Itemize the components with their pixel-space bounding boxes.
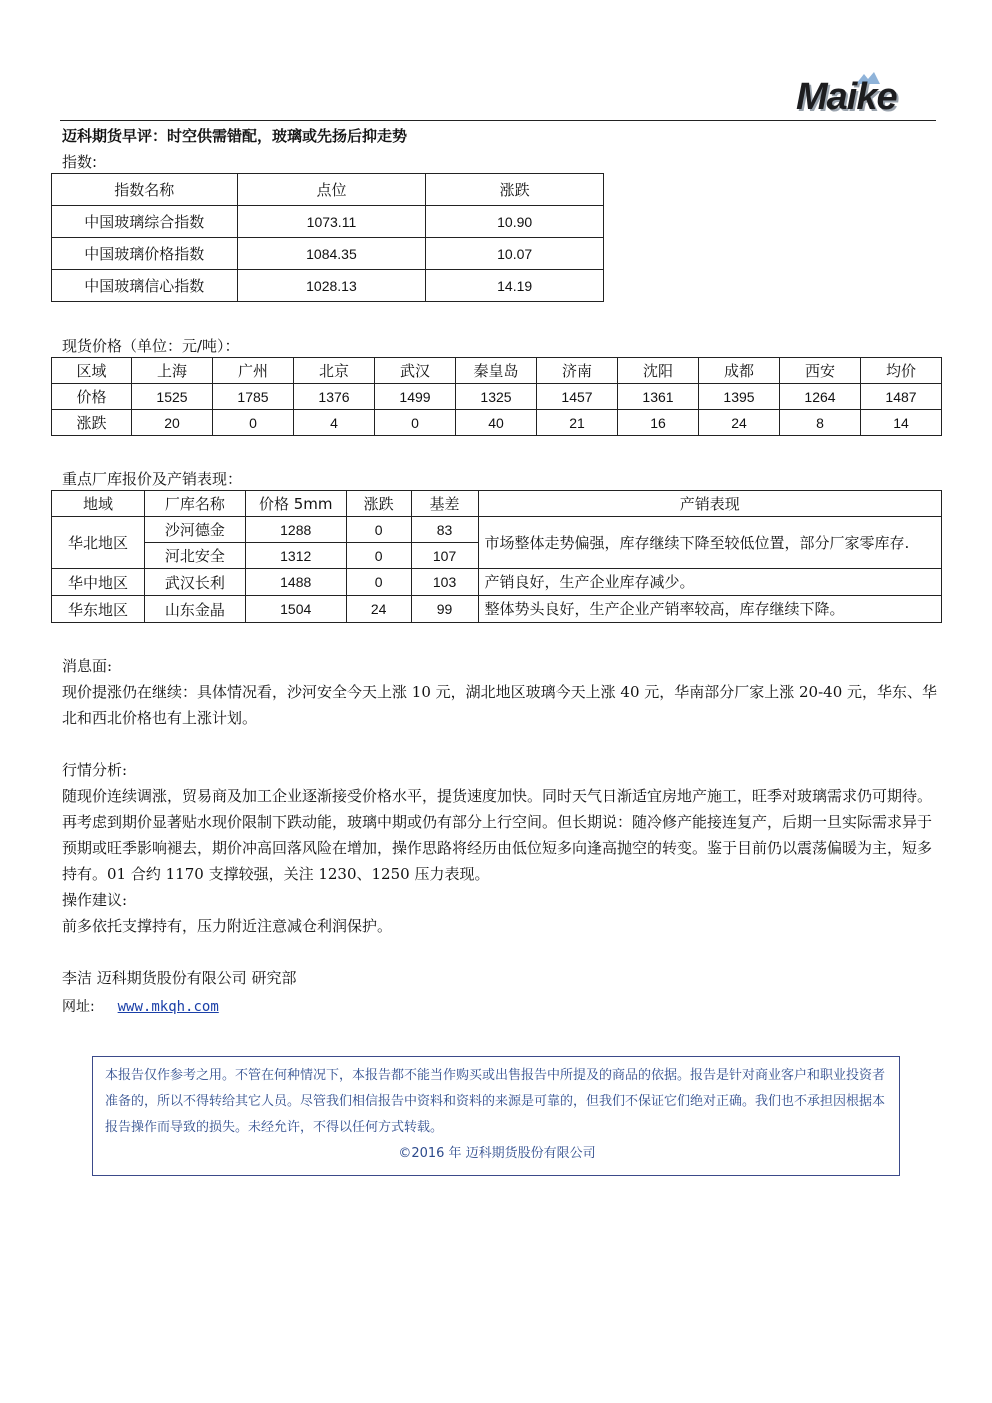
table-cell: 0 bbox=[213, 410, 294, 436]
table-cell: 武汉长利 bbox=[144, 569, 245, 596]
table-cell: 中国玻璃信心指数 bbox=[52, 270, 238, 302]
table-header-cell: 价格 5mm bbox=[245, 491, 346, 517]
table-cell: 上海 bbox=[132, 358, 213, 384]
analysis-text: 随现价连续调涨，贸易商及加工企业逐渐接受价格水平，提货速度加快。同时天气日渐适宜房地产施工，旺季对玻璃需求仍可期待。再考虑到期价显著贴水现价限制下跌动能，玻璃中期或仍有部分上行空间。但长期说：随冷修产能接连复产，后期一旦实际需求异于预期或旺季影响褪去，期价冲高回落风险在增加，操作思路将经历由低位短多向逢高抛空的转变。鉴于目前仍以震荡偏暖为主，短多持有。01 合约 1170 支撑较强，关注 1230、1250 压力表现。 bbox=[62, 787, 933, 883]
row-label-cell: 涨跌 bbox=[52, 410, 132, 436]
table-cell: 0 bbox=[346, 517, 411, 543]
table-header-cell: 涨跌 bbox=[426, 174, 604, 206]
table-cell: 沙河德金 bbox=[144, 517, 245, 543]
table-cell: 1264 bbox=[780, 384, 861, 410]
analysis-label: 行情分析: bbox=[62, 761, 128, 779]
disclaimer-box bbox=[92, 1056, 900, 1176]
table-cell: 中国玻璃综合指数 bbox=[52, 206, 238, 238]
table-header-row bbox=[52, 358, 942, 384]
table-cell: 103 bbox=[411, 569, 478, 596]
table-cell: 99 bbox=[411, 596, 478, 623]
table-row bbox=[52, 569, 942, 596]
table-cell: 4 bbox=[294, 410, 375, 436]
spot-price-table bbox=[51, 357, 942, 436]
factory-section-label: 重点厂库报价及产销表现： bbox=[62, 470, 243, 488]
sales-performance-cell: 市场整体走势偏强，库存继续下降至较低位置，部分厂家零库存. bbox=[478, 517, 941, 569]
table-cell: 1376 bbox=[294, 384, 375, 410]
table-row bbox=[52, 384, 942, 410]
table-header-cell: 涨跌 bbox=[346, 491, 411, 517]
region-cell: 华东地区 bbox=[52, 596, 145, 623]
table-cell: 0 bbox=[375, 410, 456, 436]
author-line: 李洁 迈科期货股份有限公司 研究部 bbox=[62, 969, 297, 987]
table-cell: 24 bbox=[346, 596, 411, 623]
report-title: 迈科期货早评：时空供需错配，玻璃或先扬后抑走势 bbox=[62, 127, 408, 145]
table-cell: 1395 bbox=[699, 384, 780, 410]
table-cell: 武汉 bbox=[375, 358, 456, 384]
table-row bbox=[52, 270, 604, 302]
table-cell: 0 bbox=[346, 543, 411, 569]
table-cell: 1073.11 bbox=[237, 206, 426, 238]
table-cell: 20 bbox=[132, 410, 213, 436]
row-label-cell: 价格 bbox=[52, 384, 132, 410]
table-header-row bbox=[52, 174, 604, 206]
factory-table bbox=[51, 490, 942, 623]
index-table bbox=[51, 173, 604, 302]
table-cell: 14.19 bbox=[426, 270, 604, 302]
table-cell: 济南 bbox=[537, 358, 618, 384]
table-cell: 83 bbox=[411, 517, 478, 543]
table-cell: 中国玻璃价格指数 bbox=[52, 238, 238, 270]
website-label: 网址: bbox=[62, 999, 95, 1015]
index-section-label: 指数: bbox=[62, 153, 98, 171]
news-label: 消息面: bbox=[62, 657, 113, 675]
table-cell: 0 bbox=[346, 569, 411, 596]
table-header-cell: 指数名称 bbox=[52, 174, 238, 206]
table-header-row bbox=[52, 491, 942, 517]
table-cell: 1325 bbox=[456, 384, 537, 410]
table-header-cell: 厂库名称 bbox=[144, 491, 245, 517]
table-cell: 16 bbox=[618, 410, 699, 436]
table-cell: 1525 bbox=[132, 384, 213, 410]
table-cell: 40 bbox=[456, 410, 537, 436]
analysis-section bbox=[62, 757, 938, 939]
table-cell: 1084.35 bbox=[237, 238, 426, 270]
header-divider bbox=[60, 120, 936, 121]
company-logo bbox=[790, 70, 935, 120]
table-row bbox=[52, 206, 604, 238]
disclaimer-text: 本报告仅作参考之用。不管在何种情况下，本报告都不能当作购买或出售报告中所提及的商品的依据。报告是针对商业客户和职业投资者准备的，所以不得转给其它人员。尽管我们相信报告中资料和资料的来源是可靠的，但我们不保证它们绝对正确。我们也不承担因根据本报告操作而导致的损失。未经允许，不得以任何方式转载。 bbox=[105, 1068, 886, 1135]
table-cell: 1504 bbox=[245, 596, 346, 623]
table-header-cell: 基差 bbox=[411, 491, 478, 517]
table-cell: 10.90 bbox=[426, 206, 604, 238]
table-cell: 1028.13 bbox=[237, 270, 426, 302]
table-row bbox=[52, 517, 942, 543]
table-header-cell: 点位 bbox=[237, 174, 426, 206]
table-cell: 1457 bbox=[537, 384, 618, 410]
table-cell: 1361 bbox=[618, 384, 699, 410]
news-section bbox=[62, 653, 938, 731]
table-cell: 秦皇岛 bbox=[456, 358, 537, 384]
news-text: 现价提涨仍在继续：具体情况看，沙河安全今天上涨 10 元，湖北地区玻璃今天上涨 40 元，华南部分厂家上涨 20-40 元，华东、华北和西北价格也有上涨计划。 bbox=[62, 683, 938, 727]
table-cell: 21 bbox=[537, 410, 618, 436]
table-cell: 1499 bbox=[375, 384, 456, 410]
table-cell: 均价 bbox=[861, 358, 942, 384]
table-cell: 107 bbox=[411, 543, 478, 569]
table-header-cell: 地域 bbox=[52, 491, 145, 517]
table-cell: 24 bbox=[699, 410, 780, 436]
sales-performance-cell: 产销良好，生产企业库存减少。 bbox=[478, 569, 941, 596]
table-cell: 8 bbox=[780, 410, 861, 436]
logo-text: Maike bbox=[796, 76, 897, 118]
table-cell: 1488 bbox=[245, 569, 346, 596]
table-cell: 1785 bbox=[213, 384, 294, 410]
table-cell: 河北安全 bbox=[144, 543, 245, 569]
table-cell: 1487 bbox=[861, 384, 942, 410]
region-cell: 华中地区 bbox=[52, 569, 145, 596]
website-line bbox=[62, 996, 219, 1016]
table-cell: 沈阳 bbox=[618, 358, 699, 384]
table-cell: 西安 bbox=[780, 358, 861, 384]
table-row bbox=[52, 596, 942, 623]
table-cell: 14 bbox=[861, 410, 942, 436]
table-row bbox=[52, 410, 942, 436]
advice-label: 操作建议: bbox=[62, 891, 128, 909]
table-cell: 成都 bbox=[699, 358, 780, 384]
sales-performance-cell: 整体势头良好，生产企业产销率较高，库存继续下降。 bbox=[478, 596, 941, 623]
row-label-cell: 区域 bbox=[52, 358, 132, 384]
spot-section-label: 现货价格（单位：元/吨）： bbox=[62, 337, 240, 355]
table-cell: 北京 bbox=[294, 358, 375, 384]
table-cell: 1312 bbox=[245, 543, 346, 569]
website-link[interactable]: www.mkqh.com bbox=[117, 999, 219, 1015]
table-cell: 10.07 bbox=[426, 238, 604, 270]
copyright-line: ©2016 年 迈科期货股份有限公司 bbox=[398, 1146, 596, 1161]
table-cell: 1288 bbox=[245, 517, 346, 543]
table-header-cell: 产销表现 bbox=[478, 491, 941, 517]
region-cell: 华北地区 bbox=[52, 517, 145, 569]
table-cell: 广州 bbox=[213, 358, 294, 384]
advice-text: 前多依托支撑持有，压力附近注意减仓利润保护。 bbox=[62, 917, 393, 935]
table-cell: 山东金晶 bbox=[144, 596, 245, 623]
table-row bbox=[52, 238, 604, 270]
